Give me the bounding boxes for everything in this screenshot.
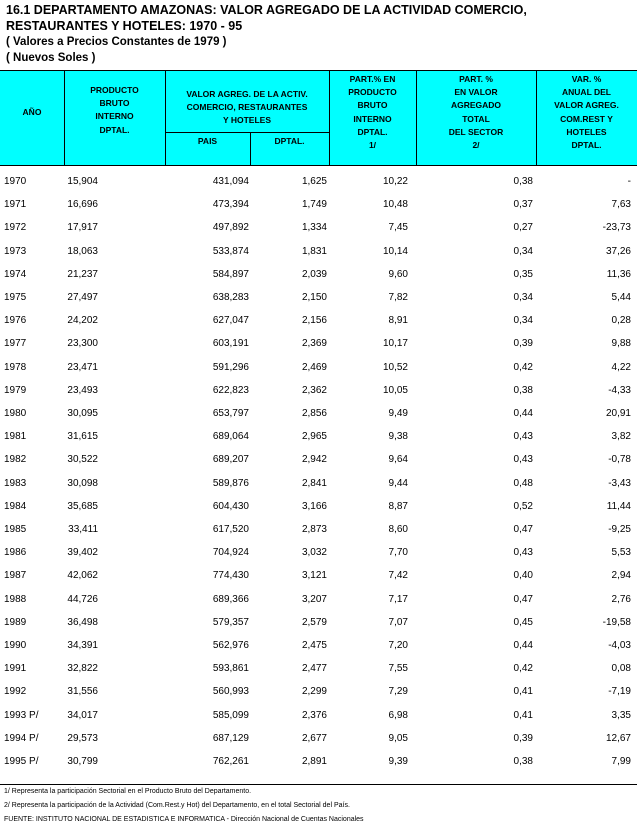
table-row bbox=[0, 542, 637, 565]
cell-dpt: 2,579 bbox=[301, 616, 327, 628]
cell-year: 1983 bbox=[4, 477, 27, 489]
cell-pais: 604,430 bbox=[212, 500, 249, 512]
cell-var: 5,53 bbox=[611, 547, 631, 559]
cell-var: -9,25 bbox=[608, 524, 631, 535]
cell-dpt: 2,477 bbox=[301, 663, 327, 675]
cell-dpt: 2,156 bbox=[301, 315, 327, 327]
cell-sec: 0,47 bbox=[513, 593, 533, 605]
table-row bbox=[0, 333, 637, 356]
table-row bbox=[0, 403, 637, 426]
table-row bbox=[0, 357, 637, 380]
header-part-sector: PART. % EN VALOR AGREGADO TOTAL DEL SECTOR 2/ bbox=[448, 74, 504, 151]
cell-year: 1975 bbox=[4, 292, 27, 303]
table-row bbox=[0, 473, 637, 496]
cell-year: 1981 bbox=[4, 431, 27, 443]
cell-sec: 0,40 bbox=[513, 570, 533, 582]
cell-pb: 29,573 bbox=[67, 732, 98, 744]
cell-part: 7,42 bbox=[388, 570, 408, 582]
cell-part: 8,91 bbox=[388, 315, 408, 327]
cell-pb: 23,300 bbox=[67, 338, 98, 350]
cell-dpt: 2,039 bbox=[301, 268, 327, 280]
cell-var: 20,91 bbox=[605, 408, 631, 419]
table-row bbox=[0, 589, 637, 612]
cell-sec: 0,41 bbox=[513, 709, 533, 721]
cell-pais: 762,261 bbox=[212, 756, 249, 767]
source-note: FUENTE: INSTITUTO NACIONAL DE ESTADISTICA E INFORMATICA - Dirección Nacional de Cuentas Nacionales bbox=[4, 816, 364, 823]
cell-year: 1974 bbox=[4, 268, 27, 280]
cell-year: 1986 bbox=[4, 547, 27, 559]
cell-var: -19,58 bbox=[602, 616, 631, 628]
cell-part: 7,20 bbox=[388, 640, 408, 651]
cell-dpt: 2,469 bbox=[301, 361, 327, 373]
cell-pais: 589,876 bbox=[212, 477, 249, 489]
cell-sec: 0,43 bbox=[513, 431, 533, 443]
cell-var: -7,19 bbox=[608, 686, 631, 698]
cell-part: 7,45 bbox=[388, 222, 408, 234]
cell-sec: 0,47 bbox=[513, 524, 533, 535]
cell-pais: 622,823 bbox=[212, 384, 249, 396]
cell-year: 1972 bbox=[4, 222, 27, 234]
cell-var: 3,35 bbox=[611, 709, 631, 721]
cell-part: 9,64 bbox=[388, 454, 408, 466]
table-row bbox=[0, 612, 637, 635]
cell-part: 10,14 bbox=[382, 245, 408, 257]
cell-part: 7,29 bbox=[388, 686, 408, 698]
cell-dpt: 3,166 bbox=[301, 500, 327, 512]
footnote-1: 1/ Representa la participación Sectorial en el Producto Bruto del Departamento. bbox=[4, 788, 252, 795]
cell-sec: 0,37 bbox=[513, 199, 533, 211]
cell-pais: 593,861 bbox=[212, 663, 249, 675]
table-row bbox=[0, 426, 637, 449]
cell-pb: 23,493 bbox=[67, 384, 98, 396]
cell-sec: 0,48 bbox=[513, 477, 533, 489]
cell-year: 1971 bbox=[4, 199, 27, 211]
table-title: 16.1 DEPARTAMENTO AMAZONAS: VALOR AGREGADO DE LA ACTIVIDAD COMERCIO, bbox=[6, 3, 527, 17]
cell-dpt: 2,376 bbox=[301, 709, 327, 721]
cell-sec: 0,39 bbox=[513, 732, 533, 744]
cell-year: 1980 bbox=[4, 408, 27, 419]
cell-dpt: 3,207 bbox=[301, 593, 327, 605]
cell-var: 7,99 bbox=[611, 756, 631, 767]
cell-dpt: 2,942 bbox=[301, 454, 327, 466]
cell-pb: 16,696 bbox=[67, 199, 98, 211]
header-year: AÑO bbox=[22, 107, 42, 117]
cell-part: 8,60 bbox=[388, 524, 408, 535]
cell-part: 7,07 bbox=[388, 616, 408, 628]
cell-pb: 30,799 bbox=[67, 756, 98, 767]
cell-pais: 584,897 bbox=[212, 268, 249, 280]
cell-part: 7,17 bbox=[388, 593, 408, 605]
cell-sec: 0,52 bbox=[513, 500, 533, 512]
cell-year: 1992 bbox=[4, 686, 27, 698]
table-row bbox=[0, 728, 637, 751]
cell-year: 1977 bbox=[4, 338, 27, 350]
cell-year: 1990 bbox=[4, 640, 27, 651]
cell-var: 11,44 bbox=[606, 500, 631, 512]
cell-sec: 0,35 bbox=[513, 268, 533, 280]
header-bottom-border bbox=[0, 165, 637, 166]
cell-pb: 32,822 bbox=[67, 663, 98, 675]
cell-part: 10,52 bbox=[382, 361, 408, 373]
table-row bbox=[0, 171, 637, 194]
table-subtitle: ( Valores a Precios Constantes de 1979 ) bbox=[6, 36, 227, 48]
cell-pb: 21,237 bbox=[67, 268, 98, 280]
cell-pais: 579,357 bbox=[212, 616, 249, 628]
header-subdivider bbox=[165, 132, 329, 133]
cell-pb: 30,095 bbox=[67, 408, 98, 419]
cell-pais: 562,976 bbox=[212, 640, 249, 651]
cell-var: -0,78 bbox=[608, 454, 631, 466]
cell-year: 1987 bbox=[4, 570, 27, 582]
header-var: VAR. % ANUAL DEL VALOR AGREG. COM.REST Y HOTELES DPTAL. bbox=[554, 74, 619, 151]
cell-var: 4,22 bbox=[611, 361, 631, 373]
cell-var: 0,28 bbox=[611, 315, 631, 327]
cell-pb: 31,615 bbox=[67, 431, 98, 443]
cell-pb: 18,063 bbox=[67, 245, 98, 257]
table-row bbox=[0, 194, 637, 217]
table-row bbox=[0, 264, 637, 287]
cell-pb: 23,471 bbox=[67, 361, 98, 373]
cell-var: 2,94 bbox=[611, 570, 631, 582]
cell-part: 9,39 bbox=[388, 756, 408, 767]
header-dptal: DPTAL. bbox=[274, 136, 305, 146]
cell-var: - bbox=[627, 176, 631, 187]
cell-dpt: 2,891 bbox=[301, 756, 327, 767]
cell-year: 1985 bbox=[4, 524, 27, 535]
cell-year: 1978 bbox=[4, 361, 27, 373]
cell-var: 2,76 bbox=[611, 593, 631, 605]
cell-pais: 585,099 bbox=[212, 709, 249, 721]
header-part-pbi: PART.% EN PRODUCTO BRUTO INTERNO DPTAL. 1/ bbox=[348, 74, 397, 151]
cell-dpt: 2,475 bbox=[301, 640, 327, 651]
cell-pb: 31,556 bbox=[67, 686, 98, 698]
table-row bbox=[0, 681, 637, 704]
cell-part: 10,17 bbox=[382, 338, 408, 350]
header-pb: PRODUCTO BRUTO INTERNO DPTAL. bbox=[90, 85, 139, 135]
cell-part: 10,05 bbox=[382, 384, 408, 396]
table-row bbox=[0, 380, 637, 403]
cell-sec: 0,43 bbox=[513, 454, 533, 466]
cell-dpt: 1,625 bbox=[301, 176, 327, 187]
cell-pais: 687,129 bbox=[212, 732, 249, 744]
cell-var: 5,44 bbox=[611, 292, 631, 303]
cell-year: 1973 bbox=[4, 245, 27, 257]
cell-pb: 27,497 bbox=[67, 292, 98, 303]
cell-var: 11,36 bbox=[606, 268, 631, 280]
cell-pb: 17,917 bbox=[67, 222, 98, 234]
cell-year: 1993 P/ bbox=[4, 709, 39, 721]
cell-pb: 24,202 bbox=[67, 315, 98, 327]
cell-dpt: 2,677 bbox=[301, 732, 327, 744]
cell-pais: 497,892 bbox=[212, 222, 249, 234]
cell-part: 9,60 bbox=[388, 268, 408, 280]
cell-pais: 560,993 bbox=[212, 686, 249, 698]
cell-dpt: 2,856 bbox=[301, 408, 327, 419]
cell-part: 9,05 bbox=[388, 732, 408, 744]
cell-year: 1976 bbox=[4, 315, 27, 327]
cell-pb: 39,402 bbox=[67, 547, 98, 559]
cell-pb: 33,411 bbox=[68, 524, 98, 535]
cell-sec: 0,44 bbox=[513, 640, 533, 651]
cell-year: 1994 P/ bbox=[4, 732, 39, 744]
cell-pais: 533,874 bbox=[212, 245, 249, 257]
cell-var: 12,67 bbox=[605, 732, 631, 744]
cell-pais: 473,394 bbox=[212, 199, 249, 211]
cell-sec: 0,45 bbox=[513, 616, 533, 628]
table-row bbox=[0, 565, 637, 588]
table-row bbox=[0, 449, 637, 472]
table-row bbox=[0, 705, 637, 728]
cell-pais: 774,430 bbox=[212, 570, 249, 582]
cell-pais: 653,797 bbox=[212, 408, 249, 419]
table-row bbox=[0, 635, 637, 658]
cell-pb: 42,062 bbox=[67, 570, 98, 582]
cell-dpt: 1,831 bbox=[301, 245, 327, 257]
cell-sec: 0,38 bbox=[513, 384, 533, 396]
cell-dpt: 2,873 bbox=[301, 524, 327, 535]
header-top-border bbox=[0, 70, 637, 71]
cell-pais: 603,191 bbox=[212, 338, 249, 350]
cell-pb: 34,017 bbox=[67, 709, 98, 721]
table-header bbox=[0, 70, 637, 166]
cell-dpt: 2,362 bbox=[301, 384, 327, 396]
cell-pais: 689,366 bbox=[212, 593, 249, 605]
cell-sec: 0,43 bbox=[513, 547, 533, 559]
cell-sec: 0,44 bbox=[513, 408, 533, 419]
cell-sec: 0,41 bbox=[513, 686, 533, 698]
cell-pb: 30,522 bbox=[67, 454, 98, 466]
table-row bbox=[0, 287, 637, 310]
cell-sec: 0,34 bbox=[513, 245, 533, 257]
cell-part: 9,44 bbox=[388, 477, 408, 489]
cell-sec: 0,34 bbox=[513, 292, 533, 303]
header-va: VALOR AGREG. DE LA ACTIV. COMERCIO, RESTAURANTES Y HOTELES bbox=[186, 89, 308, 126]
cell-year: 1991 bbox=[4, 663, 27, 675]
cell-sec: 0,42 bbox=[513, 663, 533, 675]
header-pais: PAIS bbox=[197, 136, 218, 146]
cell-var: 0,08 bbox=[611, 663, 631, 675]
cell-var: -23,73 bbox=[602, 222, 631, 234]
cell-year: 1970 bbox=[4, 176, 27, 187]
cell-pb: 35,685 bbox=[67, 500, 98, 512]
cell-year: 1995 P/ bbox=[4, 756, 39, 767]
cell-part: 6,98 bbox=[388, 709, 408, 721]
cell-part: 10,48 bbox=[382, 199, 408, 211]
title-block bbox=[6, 2, 527, 66]
table-row bbox=[0, 519, 637, 542]
cell-year: 1988 bbox=[4, 593, 27, 605]
cell-dpt: 2,299 bbox=[301, 686, 327, 698]
cell-year: 1989 bbox=[4, 616, 27, 628]
table-title-line2: RESTAURANTES Y HOTELES: 1970 - 95 bbox=[6, 19, 243, 33]
cell-dpt: 3,121 bbox=[301, 570, 327, 582]
cell-part: 8,87 bbox=[388, 500, 408, 512]
cell-sec: 0,27 bbox=[513, 222, 533, 234]
cell-sec: 0,38 bbox=[513, 176, 533, 187]
cell-pais: 638,283 bbox=[212, 292, 249, 303]
cell-pais: 627,047 bbox=[212, 315, 249, 327]
cell-pais: 431,094 bbox=[212, 176, 249, 187]
cell-var: 7,63 bbox=[611, 199, 631, 211]
table-row bbox=[0, 310, 637, 333]
cell-part: 9,38 bbox=[388, 431, 408, 443]
cell-var: -3,43 bbox=[608, 477, 631, 489]
cell-pb: 15,904 bbox=[67, 176, 98, 187]
cell-sec: 0,42 bbox=[513, 361, 533, 373]
cell-sec: 0,34 bbox=[513, 315, 533, 327]
cell-dpt: 2,965 bbox=[301, 431, 327, 443]
cell-pais: 689,207 bbox=[212, 454, 249, 466]
cell-year: 1984 bbox=[4, 500, 27, 512]
footnote-2: 2/ Representa la participación de la Actividad (Com.Rest.y Hot) del Departamento, en el total Sectorial del País. bbox=[4, 802, 350, 809]
cell-var: -4,03 bbox=[608, 640, 631, 651]
table-units: ( Nuevos Soles ) bbox=[6, 52, 96, 64]
cell-part: 7,82 bbox=[388, 292, 408, 303]
cell-dpt: 2,841 bbox=[301, 477, 327, 489]
cell-part: 7,55 bbox=[388, 663, 408, 675]
footer-separator bbox=[0, 784, 637, 785]
cell-part: 7,70 bbox=[388, 547, 408, 559]
cell-dpt: 2,150 bbox=[301, 292, 327, 303]
cell-year: 1982 bbox=[4, 454, 27, 466]
cell-pais: 617,520 bbox=[212, 524, 249, 535]
cell-dpt: 1,749 bbox=[301, 199, 327, 211]
cell-dpt: 1,334 bbox=[301, 222, 327, 234]
cell-sec: 0,39 bbox=[513, 338, 533, 350]
cell-part: 9,49 bbox=[388, 408, 408, 419]
table-row bbox=[0, 217, 637, 240]
cell-pais: 689,064 bbox=[212, 431, 249, 443]
cell-sec: 0,38 bbox=[513, 756, 533, 767]
table-row bbox=[0, 658, 637, 681]
cell-var: -4,33 bbox=[608, 384, 631, 396]
cell-part: 10,22 bbox=[382, 176, 408, 187]
cell-dpt: 2,369 bbox=[301, 338, 327, 350]
cell-year: 1979 bbox=[4, 384, 27, 396]
cell-var: 9,88 bbox=[611, 338, 631, 350]
cell-dpt: 3,032 bbox=[301, 547, 327, 559]
cell-pb: 36,498 bbox=[67, 616, 98, 628]
cell-pb: 34,391 bbox=[67, 640, 98, 651]
cell-pais: 704,924 bbox=[212, 547, 249, 559]
cell-pb: 30,098 bbox=[67, 477, 98, 489]
table-row bbox=[0, 241, 637, 264]
table-row bbox=[0, 496, 637, 519]
cell-var: 3,82 bbox=[611, 431, 631, 443]
cell-var: 37,26 bbox=[605, 245, 631, 257]
table-row bbox=[0, 751, 637, 774]
cell-pb: 44,726 bbox=[67, 593, 98, 605]
cell-pais: 591,296 bbox=[212, 361, 249, 373]
